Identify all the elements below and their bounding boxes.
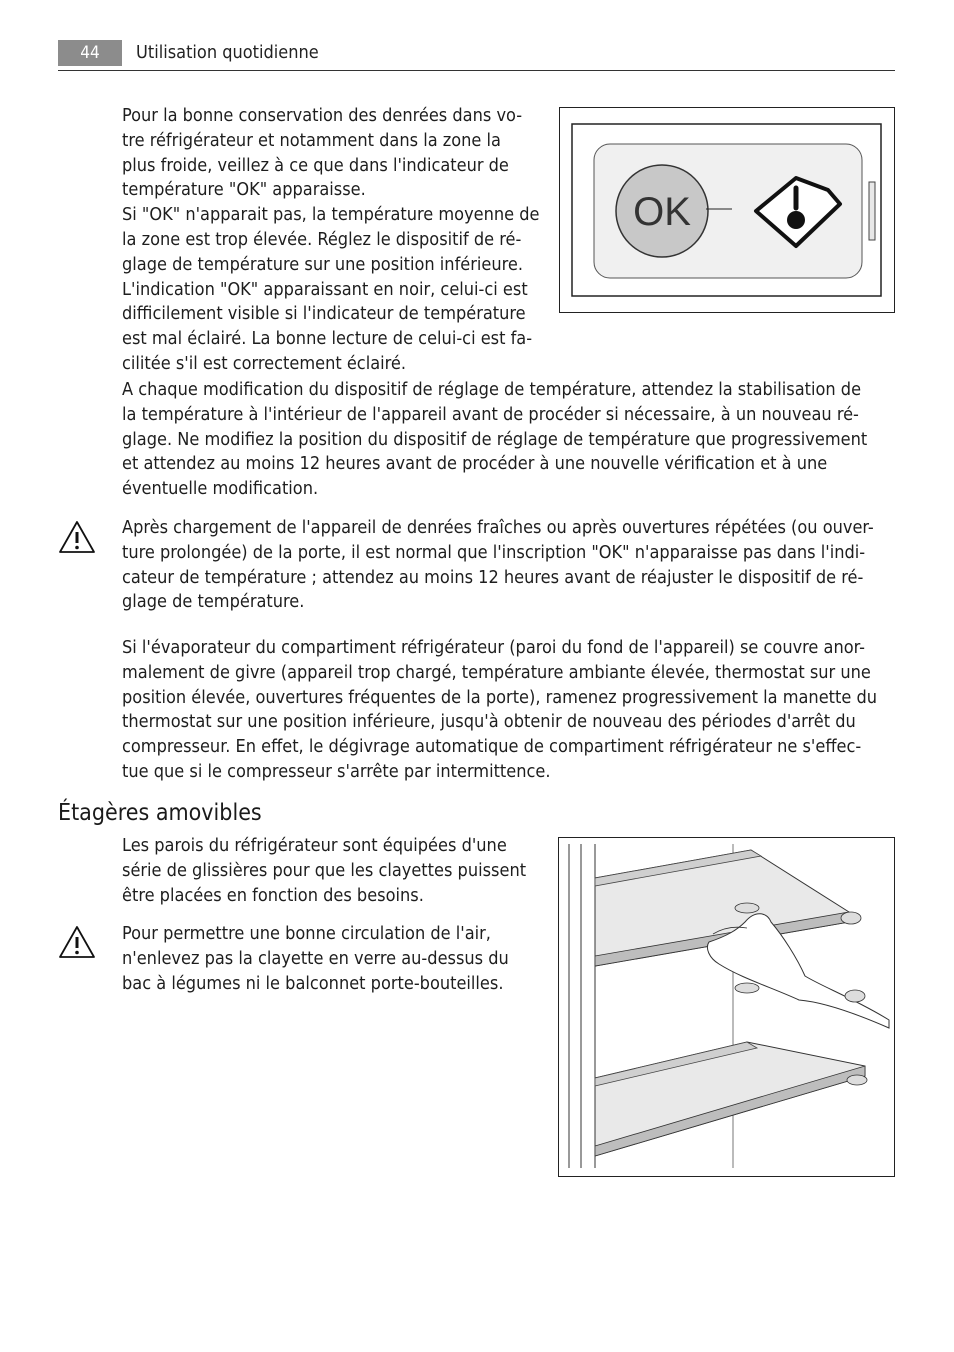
text-line: cilitée s'il est correctement éclairé. (122, 352, 406, 374)
section-heading-shelves: Étagères amovibles (58, 800, 262, 826)
section-title: Utilisation quotidienne (136, 42, 319, 63)
text-line: Pour permettre une bonne circulation de l'air, (122, 923, 491, 944)
text-line: A chaque modification du dispositif de réglage de température, attendez la stabilisation de (122, 379, 862, 400)
text-line: position élevée, ouvertures fréquentes de la porte), ramenez progressivement la manette du (122, 686, 878, 708)
text-line: être placées en fonction des besoins. (122, 884, 424, 906)
shelves-illustration (558, 837, 895, 1177)
text-line: Les parois du réfrigérateur sont équipées d'une (122, 835, 507, 856)
text-line: Pour la bonne conservation des denrées dans vo- (122, 105, 523, 126)
text-line: glage de température sur une position inférieure. (122, 253, 523, 275)
text-line: thermostat sur une position inférieure, jusqu'à obtenir de nouveau des périodes d'arrêt du (122, 711, 856, 733)
warning-triangle-icon (58, 925, 96, 959)
text-line: difficilement visible si l'indicateur de température (122, 303, 526, 325)
warning-paragraph (122, 516, 902, 615)
text-line: est mal éclairé. La bonne lecture de celui-ci est fa- (122, 328, 533, 350)
text-line: température "OK" apparaisse. (122, 179, 366, 201)
intro-paragraph (122, 104, 552, 377)
text-line: tue que si le compresseur s'arrête par intermittence. (122, 760, 551, 782)
text-line: la zone est trop élevée. Réglez le dispositif de ré- (122, 228, 522, 250)
text-line: plus froide, veillez à ce que dans l'indicateur de (122, 154, 509, 176)
text-line: Après chargement de l'appareil de denrées fraîches ou après ouvertures répétées (ou ouver- (122, 517, 874, 538)
text-line: et attendez au moins 12 heures avant de procéder à une nouvelle vérification et à une (122, 453, 828, 475)
text-line: L'indication "OK" apparaissant en noir, celui-ci est (122, 278, 528, 300)
text-line: Si "OK" n'apparait pas, la température moyenne de (122, 204, 540, 226)
text-line: glage. Ne modifiez la position du dispositif de réglage de température que progressivement (122, 428, 868, 450)
header-rule (58, 70, 895, 71)
text-line: série de glissières pour que les clayettes puissent (122, 859, 527, 881)
shelves-paragraph (122, 834, 542, 908)
text-line: malement de givre (appareil trop chargé, température ambiante élevée, thermostat sur une (122, 661, 871, 683)
text-line: ture prolongée) de la porte, il est normal que l'inscription "OK" n'apparaisse pas dans l'indi- (122, 541, 866, 563)
text-line: n'enlevez pas la clayette en verre au-dessus du (122, 947, 509, 969)
adjust-paragraph (122, 378, 902, 502)
shelves-warning (122, 922, 542, 996)
evaporator-paragraph (122, 636, 902, 785)
text-line: éventuelle modification. (122, 478, 319, 500)
text-line: tre réfrigérateur et notamment dans la zone la (122, 129, 501, 151)
warning-triangle-icon (58, 520, 96, 554)
temperature-indicator-figure (559, 107, 895, 313)
text-line: compresseur. En effet, le dégivrage automatique de compartiment réfrigérateur ne s'effec- (122, 736, 862, 758)
text-line: cateur de température ; attendez au moins 12 heures avant de réajuster le dispositif de ré- (122, 566, 864, 588)
text-line: bac à légumes ni le balconnet porte-bouteilles. (122, 972, 504, 994)
text-line: Si l'évaporateur du compartiment réfrigérateur (paroi du fond de l'appareil) se couvre anor- (122, 637, 865, 658)
ok-label: OK (633, 190, 691, 234)
text-line: glage de température. (122, 591, 305, 613)
page-number: 44 (58, 40, 122, 66)
text-line: la température à l'intérieur de l'appareil avant de procéder si nécessaire, à un nouveau ré- (122, 403, 859, 425)
